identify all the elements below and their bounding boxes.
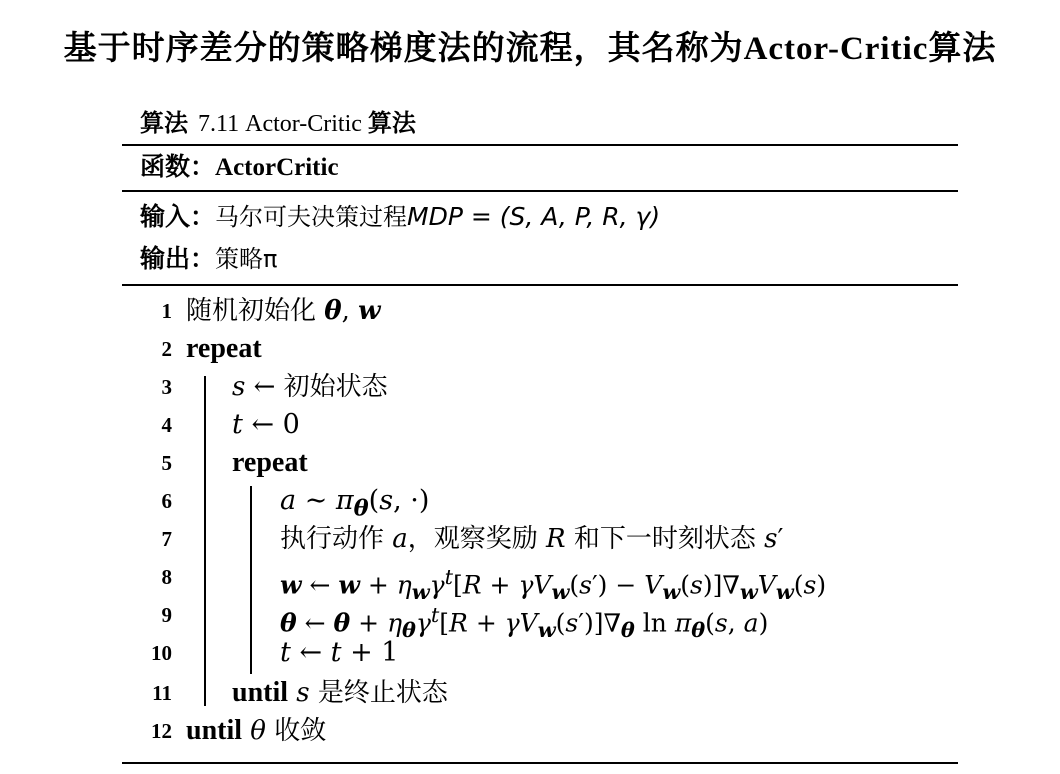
line-number: 9 [161, 603, 172, 627]
output-value: 策略π [215, 245, 278, 273]
line-number: 8 [161, 565, 172, 589]
algorithm-box [122, 104, 958, 764]
line-number: 5 [161, 451, 172, 475]
algorithm-line [122, 292, 958, 330]
line-text: θ ← $\theta + \eta_\theta\gamma^t[R + \gamma V_w(s')]\nabla_\theta$ $\ln \pi_\theta(s$, a) [280, 603, 769, 643]
algorithm-lines [122, 286, 958, 764]
algorithm-line [122, 712, 958, 750]
line-text: repeat [186, 333, 262, 364]
function-name: ActorCritic [215, 154, 339, 181]
caption-suffix: 算法 [367, 111, 416, 137]
line-text: t ← 0 [232, 409, 300, 440]
output-row [122, 238, 958, 280]
line-number: 10 [151, 641, 172, 665]
algorithm-line [122, 674, 958, 712]
line-text: a ∼ $\pi_\theta(s$, ·) [280, 485, 430, 522]
function-row [122, 146, 958, 192]
line-number: 7 [161, 527, 172, 551]
line-number: 6 [161, 489, 172, 513]
algorithm-line [122, 558, 958, 605]
algorithm-line [122, 482, 958, 520]
line-number: 11 [152, 681, 172, 705]
line-number: 12 [151, 719, 172, 743]
algorithm-line [122, 444, 958, 482]
caption-number: 7.11 Actor-Critic [198, 111, 362, 137]
algorithm-line [122, 596, 958, 643]
line-text: 执行动作 a，观察奖励 R 和下一时刻状态 s′ [280, 524, 784, 554]
line-number: 1 [161, 299, 172, 323]
page-title: 基于时序差分的策略梯度法的流程，其名称为Actor-Critic算法 [63, 31, 997, 67]
algorithm-line [122, 520, 958, 558]
line-text: w ← $w + \eta_w\gamma^t[R + \gamma V_w(s') - V_w(s)]\nabla_wV_w(s)$ [280, 565, 827, 605]
output-label: 输出： [140, 246, 216, 273]
caption-label: 算法 [140, 111, 188, 137]
line-text: until θ 收敛 [186, 715, 327, 746]
input-label: 输入： [140, 204, 216, 231]
line-text: t ← t + 1 [280, 637, 399, 668]
line-number: 3 [161, 375, 172, 399]
algorithm-line [122, 406, 958, 444]
io-block [122, 192, 958, 286]
input-row [122, 196, 958, 238]
algorithm-line [122, 634, 958, 672]
line-text: 随机初始化 θ, w [186, 296, 381, 326]
function-label: 函数： [140, 154, 216, 181]
algorithm-caption [122, 104, 958, 146]
line-number: 2 [161, 337, 172, 361]
line-text: s ← 初始状态 [232, 372, 388, 402]
input-math: MDP = (S, A, P, R, γ) [407, 202, 661, 231]
input-value: 马尔可夫决策过程 [215, 203, 408, 231]
algorithm-line [122, 330, 958, 368]
algorithm-line [122, 368, 958, 406]
line-number: 4 [161, 413, 172, 437]
line-text: until s 是终止状态 [232, 677, 448, 708]
line-text: repeat [232, 447, 308, 478]
